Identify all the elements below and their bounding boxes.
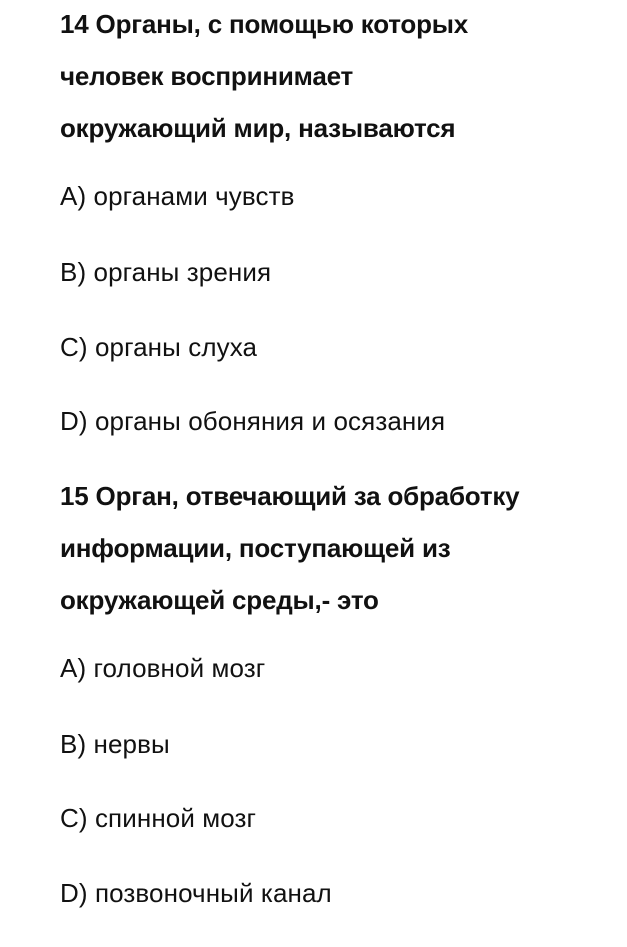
- question-14-line-2: человек воспринимает: [60, 61, 354, 91]
- question-14-line-1: 14 Органы, с помощью которых: [60, 9, 469, 39]
- question-15-line-2: информации, поступающей из: [60, 533, 451, 563]
- question-15-option-d: D) позвоночный канал: [60, 878, 332, 908]
- question-14-option-d: D) органы обоняния и осязания: [60, 406, 446, 436]
- question-15-option-a: A) головной мозг: [60, 653, 266, 683]
- question-14-line-3: окружающий мир, называются: [60, 113, 456, 143]
- question-15-line-3: окружающей среды,- это: [60, 585, 379, 615]
- question-15-line-1: 15 Орган, отвечающий за обработку: [60, 481, 520, 511]
- question-15-option-c: C) спинной мозг: [60, 803, 257, 833]
- question-15: [60, 470, 620, 626]
- question-14: [60, 0, 620, 154]
- question-14-option-b: B) органы зрения: [60, 257, 272, 287]
- question-14-option-c: C) органы слуха: [60, 332, 258, 362]
- question-14-option-a: A) органами чувств: [60, 181, 295, 211]
- question-15-option-b: B) нервы: [60, 729, 170, 759]
